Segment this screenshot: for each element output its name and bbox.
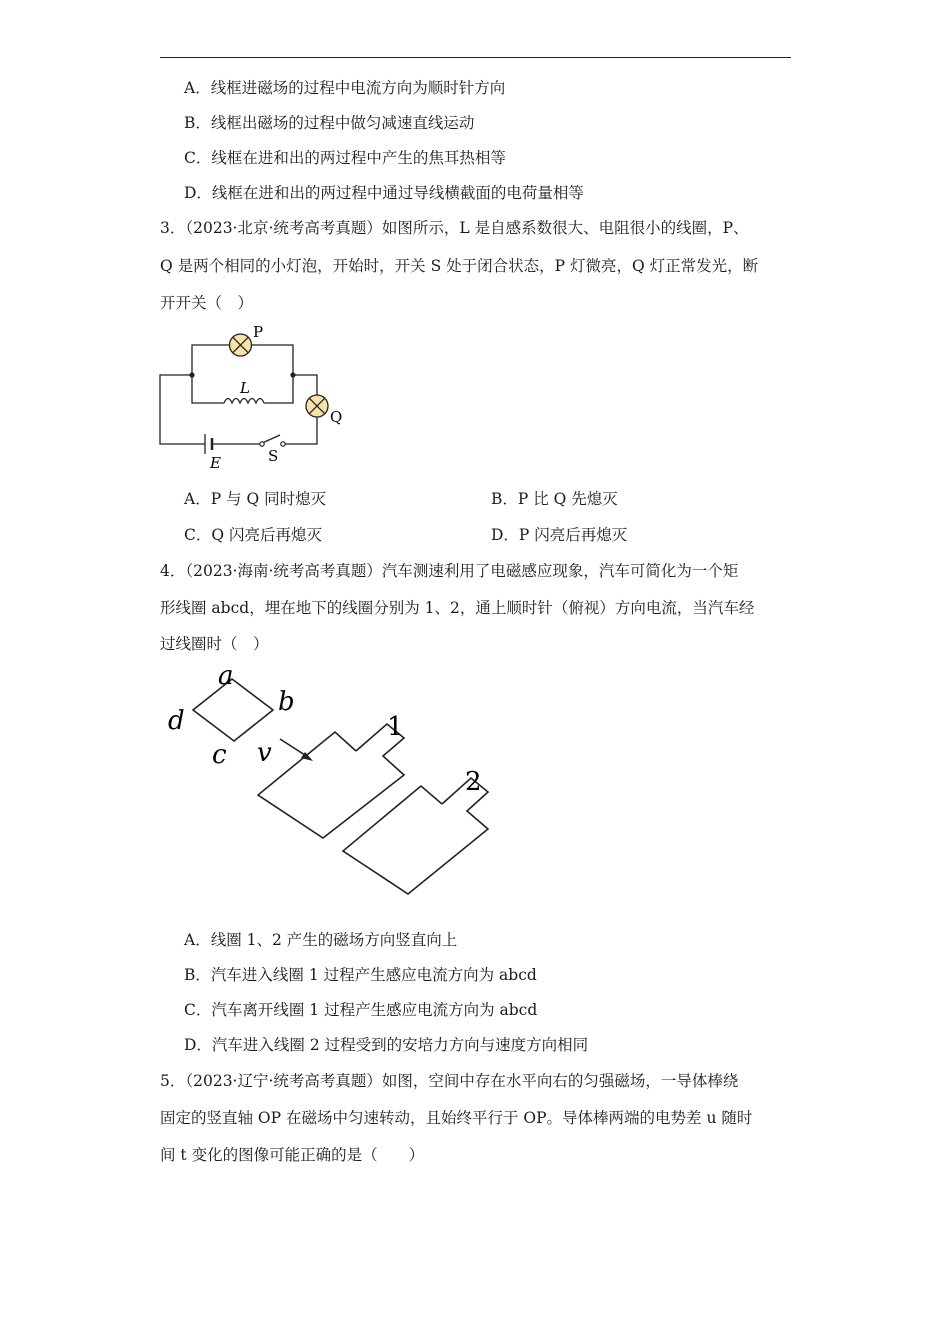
q3-option-a: A．P 与 Q 同时熄灭 (184, 490, 327, 508)
q2-option-a: A．线框进磁场的过程中电流方向为顺时针方向 (184, 79, 506, 97)
switch-contact (281, 442, 285, 446)
label-v: v (257, 738, 272, 768)
q4-option-a: A．线圈 1、2 产生的磁场方向竖直向上 (184, 931, 458, 949)
q4-stem-line-2: 形线圈 abcd，埋在地下的线圈分别为 1、2，通上顺时针（俯视）方向电流，当汽车经 (160, 599, 755, 617)
label-q: Q (330, 408, 343, 426)
q4-stem-line-1: 4．（2023·海南·统考高考真题）汽车测速利用了电磁感应现象，汽车可简化为一个矩 (160, 562, 739, 580)
q3-stem-line-1: 3．（2023·北京·统考高考真题）如图所示，L 是自感系数很大、电阻很小的线圈，P、 (160, 219, 749, 237)
header-rule (160, 57, 791, 58)
buried-coil-1 (258, 724, 404, 838)
q2-option-b: B．线框出磁场的过程中做匀减速直线运动 (184, 114, 475, 132)
label-b: b (278, 687, 295, 717)
q4-coil-diagram (160, 660, 500, 900)
q3-option-c: C．Q 闪亮后再熄灭 (184, 526, 322, 544)
q3-stem-line-3: 开开关（ ） (160, 294, 254, 312)
q2-option-c: C．线框在进和出的两过程中产生的焦耳热相等 (184, 149, 506, 167)
q5-stem-line-1: 5．（2023·辽宁·统考高考真题）如图，空间中存在水平向右的匀强磁场，一导体棒绕 (160, 1072, 739, 1090)
q4-option-d: D．汽车进入线圈 2 过程受到的安培力方向与速度方向相同 (184, 1036, 589, 1054)
label-coil-2: 2 (465, 767, 482, 797)
label-l: L (240, 379, 250, 397)
label-coil-1: 1 (387, 712, 404, 742)
q3-option-b: B．P 比 Q 先熄灭 (491, 490, 618, 508)
q4-option-c: C．汽车离开线圈 1 过程产生感应电流方向为 abcd (184, 1001, 538, 1019)
q3-stem-line-2: Q 是两个相同的小灯泡，开始时，开关 S 处于闭合状态，P 灯微亮，Q 灯正常发光，断 (160, 257, 759, 275)
label-d: d (168, 706, 185, 736)
q4-option-b: B．汽车进入线圈 1 过程产生感应电流方向为 abcd (184, 966, 537, 984)
q5-stem-line-3: 间 t 变化的图像可能正确的是（ ） (160, 1146, 425, 1164)
q5-stem-line-2: 固定的竖直轴 OP 在磁场中匀速转动，且始终平行于 OP。导体棒两端的电势差 u 随时 (160, 1109, 753, 1127)
label-p: P (253, 323, 264, 341)
label-a: a (218, 661, 234, 691)
junction-dot (189, 372, 194, 377)
q3-circuit-diagram (150, 318, 360, 478)
junction-dot (290, 372, 295, 377)
switch-contact (260, 442, 264, 446)
q4-stem-line-3: 过线圈时（ ） (160, 635, 269, 653)
label-c: c (212, 740, 227, 770)
q2-option-d: D．线框在进和出的两过程中通过导线横截面的电荷量相等 (184, 184, 584, 202)
q3-option-d: D．P 闪亮后再熄灭 (491, 526, 628, 544)
label-s: S (268, 447, 279, 465)
label-e: E (210, 454, 221, 472)
